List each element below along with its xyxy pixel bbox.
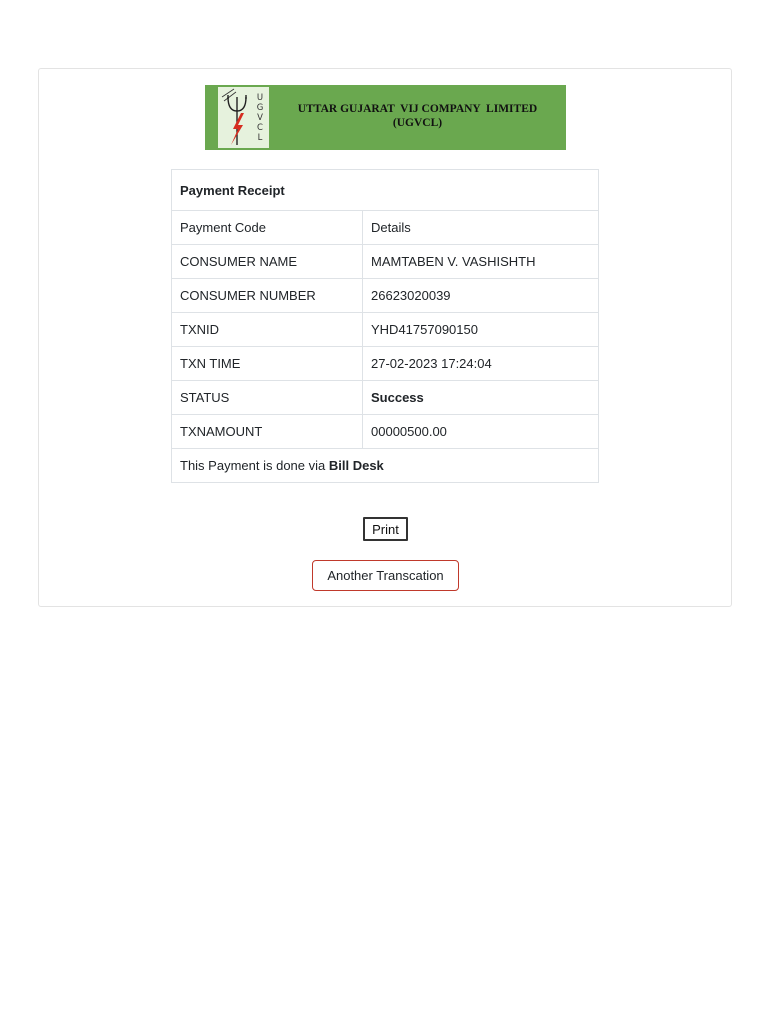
payment-via-text: This Payment is done via (180, 458, 329, 473)
table-row (172, 415, 599, 449)
txnid-label: TXNID (172, 313, 363, 347)
table-row (172, 381, 599, 415)
txn-amount-label: TXNAMOUNT (172, 415, 363, 449)
consumer-name-label: CONSUMER NAME (172, 245, 363, 279)
status-value: Success (363, 381, 599, 415)
logo-letters (254, 93, 266, 143)
print-button[interactable]: Print (363, 517, 408, 541)
table-row (172, 313, 599, 347)
payment-via-note (172, 449, 599, 483)
table-heading-row (172, 170, 599, 211)
logo-letter: C (257, 123, 263, 133)
table-row (172, 347, 599, 381)
status-label: STATUS (172, 381, 363, 415)
ugvcl-banner (205, 85, 566, 150)
company-abbrev: (UGVCL) (392, 117, 443, 129)
table-header-row (172, 211, 599, 245)
payment-gateway-name: Bill Desk (328, 458, 384, 473)
consumer-number-label: CONSUMER NUMBER (172, 279, 363, 313)
consumer-name-value: MAMTABEN V. VASHISHTH (363, 245, 599, 279)
payment-receipt-table (171, 169, 599, 483)
logo-letter: U (256, 93, 264, 103)
column-value: Details (363, 211, 599, 245)
receipt-heading: Payment Receipt (172, 170, 599, 211)
logo-letter: V (257, 113, 263, 123)
company-title (275, 102, 560, 130)
another-transaction-button[interactable]: Another Transcation (312, 560, 459, 591)
logo-letter: L (257, 133, 263, 143)
column-label: Payment Code (172, 211, 363, 245)
ugvcl-logo (218, 87, 269, 148)
txn-time-value: 27-02-2023 17:24:04 (363, 347, 599, 381)
table-footer-row (172, 449, 599, 483)
table-row (172, 279, 599, 313)
logo-letter: G (256, 103, 264, 113)
txn-amount-value: 00000500.00 (363, 415, 599, 449)
consumer-number-value: 26623020039 (363, 279, 599, 313)
txnid-value: YHD41757090150 (363, 313, 599, 347)
txn-time-label: TXN TIME (172, 347, 363, 381)
table-row (172, 245, 599, 279)
company-name: UTTAR GUJARAT VIJ COMPANY LIMITED (297, 103, 538, 115)
